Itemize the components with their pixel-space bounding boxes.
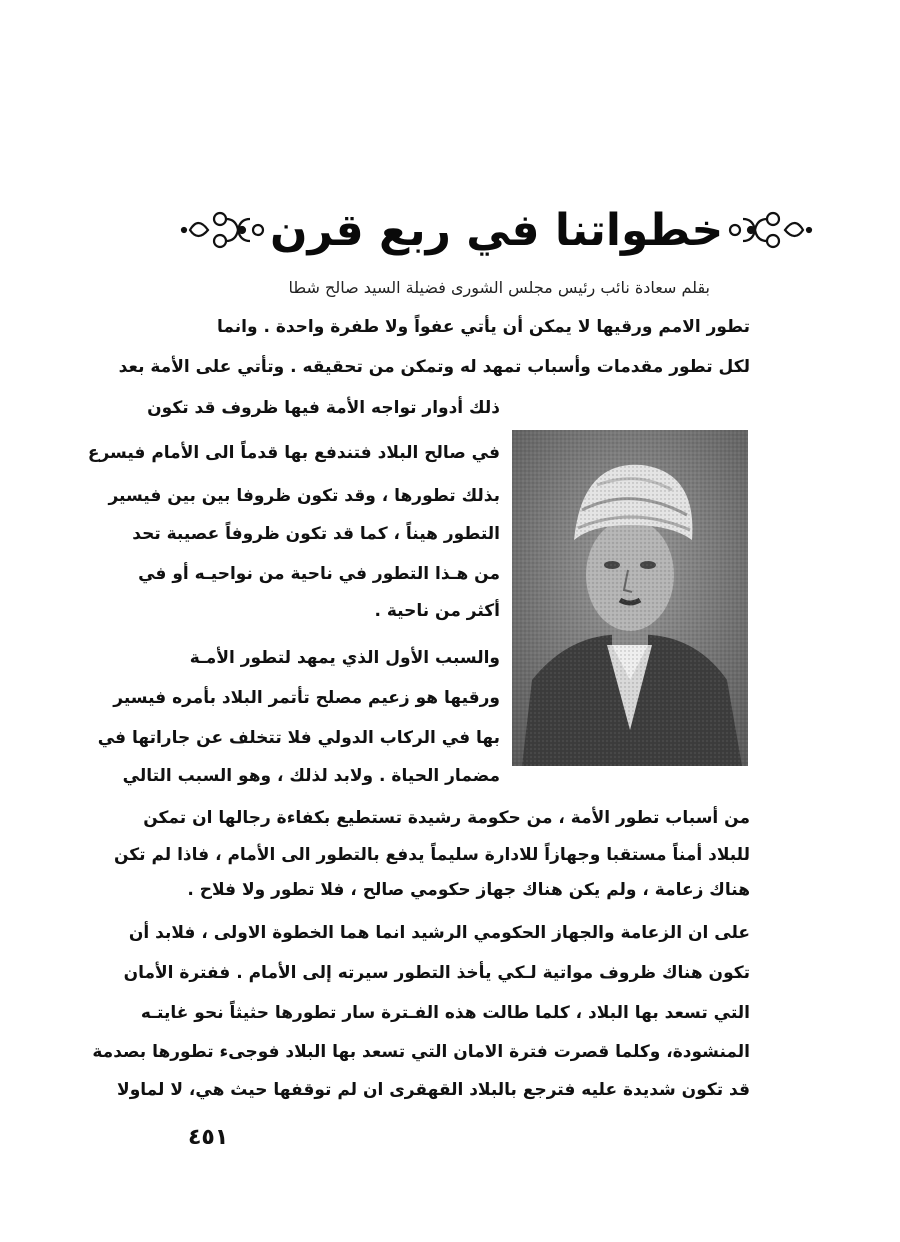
text-line: تطور الامم ورقيها لا يمكن أن يأتي عفواً ولا طفرة واحدة . وانما — [216, 317, 750, 337]
text-line: للبلاد أمناً مستقبا وجهازاً للادارة سليماً يدفع بالتطور الى الأمام ، فاذا لم تكن — [113, 845, 750, 865]
author-portrait — [512, 430, 748, 766]
text-line: هناك زعامة ، ولم يكن هناك جهاز حكومي صالح ، فلا تطور ولا فلاح . — [187, 880, 750, 900]
article-title: خطواتنا في ربع قرن — [270, 204, 724, 256]
page-number: ٤٥١ — [188, 1125, 229, 1150]
text-line: التي تسعد بها البلاد ، كلما طالت هذه الفـترة سار تطورها حثيثاً نحو غايتـه — [140, 1003, 750, 1023]
text-line: في صالح البلاد فتندفع بها قدماً الى الأمام فيسرع — [87, 443, 500, 463]
text-line: على ان الزعامة والجهاز الحكومي الرشيد انما هما الخطوة الاولى ، فلابد أن — [128, 923, 750, 943]
text-line: تكون هناك ظروف مواتية لـكي يأخذ التطور سيرته إلى الأمام . ففترة الأمان — [123, 963, 750, 983]
text-line: والسبب الأول الذي يمهد لتطور الأمـة — [189, 648, 500, 668]
right-ornament-icon — [723, 205, 813, 255]
left-ornament-icon — [180, 205, 270, 255]
article-byline: بقلم سعادة نائب رئيس مجلس الشورى فضيلة السيد صالح شطا — [288, 278, 710, 297]
text-line: بذلك تطورها ، وقد تكون ظروفا بين بين فيسير — [108, 486, 500, 506]
text-line: ذلك أدوار تواجه الأمة فيها ظروف قد تكون — [147, 398, 500, 418]
text-line: قد تكون شديدة عليه فترجع بالبلاد القهقرى ان لم توقفها حيث هي، لا لماولا — [117, 1080, 750, 1100]
portrait-icon — [512, 430, 748, 766]
text-line: التطور هيناً ، كما قد تكون ظروفاً عصيبة تحد — [132, 524, 500, 544]
text-line: من أسباب تطور الأمة ، من حكومة رشيدة تستطيع بكفاءة رجالها ان تمكن — [143, 808, 750, 828]
text-line: لكل تطور مقدمات وأسباب تمهد له وتمكن من تحقيقه . وتأتي على الأمة بعد — [118, 357, 750, 377]
text-line: بها في الركاب الدولي فلا تتخلف عن جاراتها في — [97, 728, 500, 748]
text-line: مضمار الحياة . ولابد لذلك ، وهو السبب التالي — [122, 766, 500, 786]
text-line: المنشودة، وكلما قصرت فترة الامان التي تسعد بها البلاد فوجىء تطورها بصدمة — [92, 1042, 750, 1062]
title-row — [180, 190, 724, 270]
text-line: ورقيها هو زعيم مصلح تأتمر البلاد بأمره فيسير — [113, 688, 500, 708]
text-line: من هـذا التطور في ناحية من نواحيـه أو في — [138, 564, 500, 584]
text-line: أكثر من ناحية . — [374, 601, 500, 621]
